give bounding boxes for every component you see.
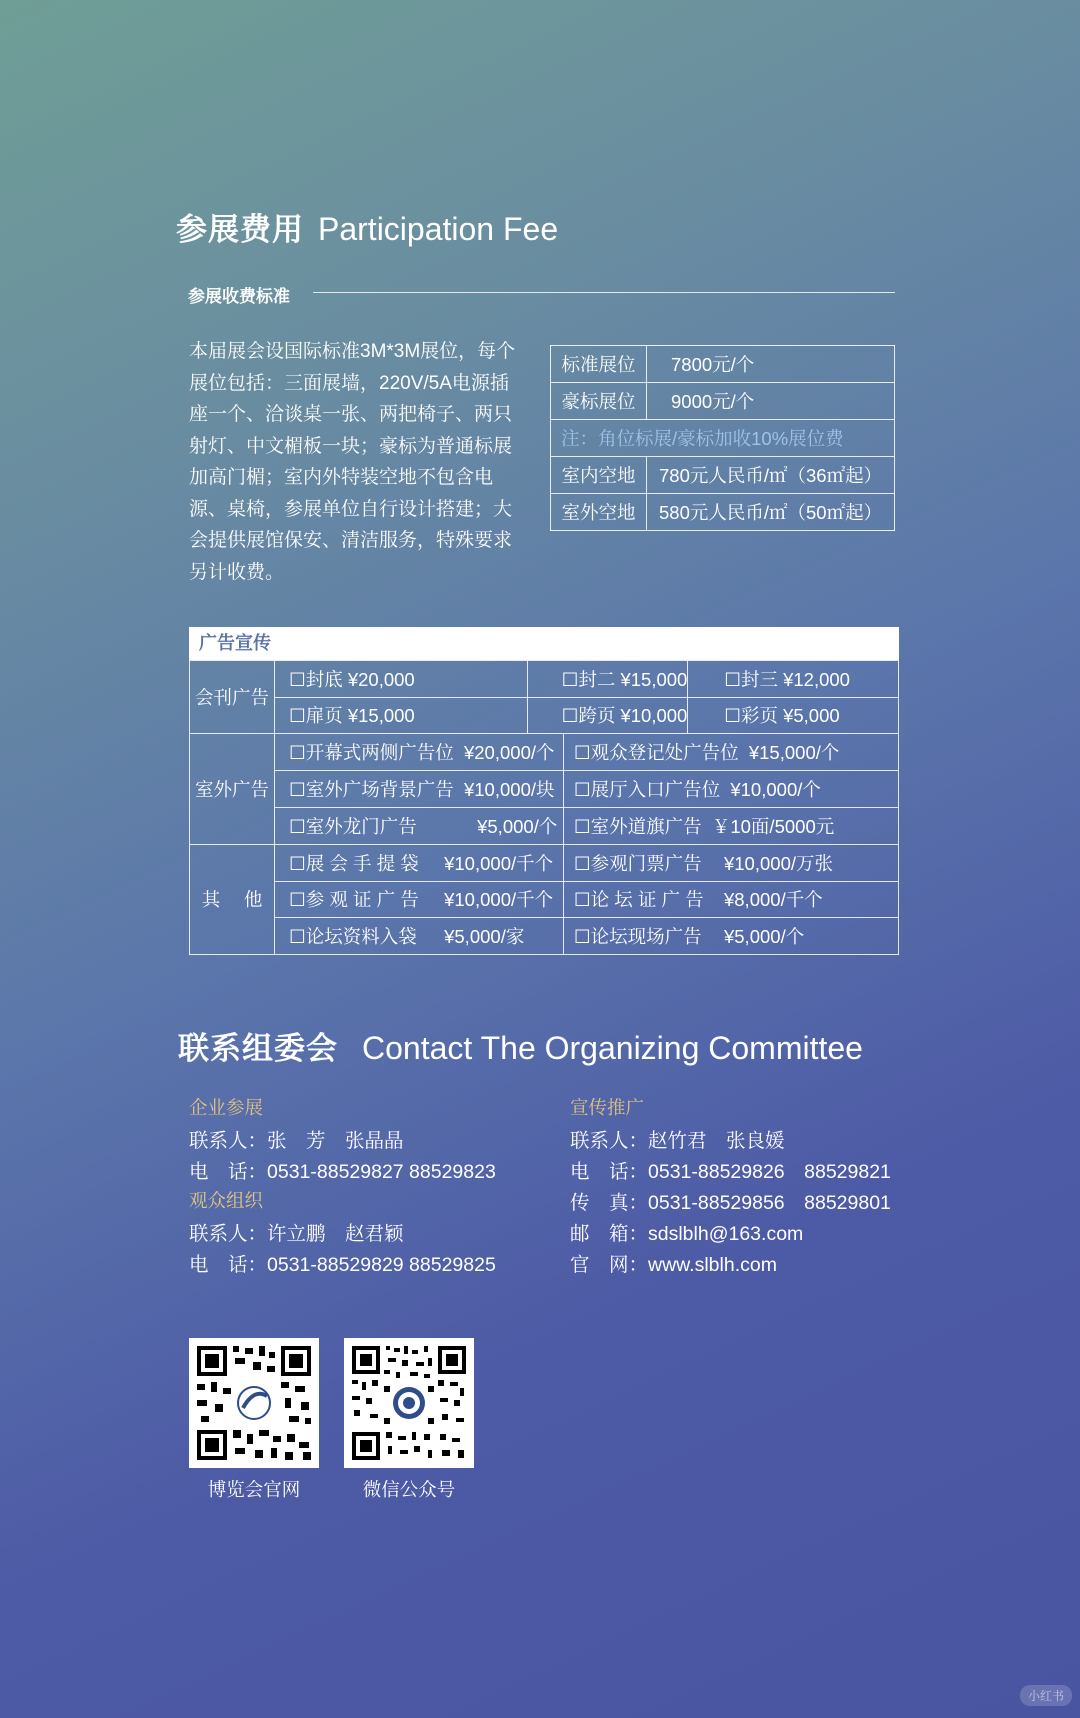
ads-option-price: ¥5,000/个 xyxy=(723,925,805,947)
fee-value: 580元人民币/㎡（50㎡起） xyxy=(647,494,895,531)
ads-option-price: ¥5,000/个 xyxy=(477,816,558,837)
fee-name: 标准展位 xyxy=(551,346,647,383)
ads-option-price: ¥10,000/个 xyxy=(730,779,821,800)
qr-wechat-caption: 微信公众号 xyxy=(362,1479,456,1500)
promotion-fax: 传 真：0531-88529856 88529801 xyxy=(570,1192,891,1214)
participation-title-en: Participation Fee xyxy=(318,211,559,247)
contact-title-en: Contact The Organizing Committee xyxy=(362,1030,863,1066)
ads-option-price: ¥20,000/个 xyxy=(463,742,555,763)
contact-right-column xyxy=(570,1094,891,1280)
ads-option-name: ☐论坛现场广告 xyxy=(573,925,702,947)
qr-wechat xyxy=(344,1338,474,1502)
qr-official-caption: 博览会官网 xyxy=(207,1479,301,1500)
ads-option[interactable]: ☐跨页 ¥10,000 xyxy=(527,697,688,734)
ads-option-name: ☐论 坛 证 广 告 xyxy=(573,889,704,911)
ads-row xyxy=(190,771,899,808)
ads-option-name: ☐论坛资料入袋 xyxy=(289,925,417,947)
ads-section xyxy=(189,627,899,955)
fee-note: 注：角位标展/豪标加收10%展位费 xyxy=(551,420,895,457)
ads-row xyxy=(190,845,899,882)
ads-option-name: ☐室外道旗广告 xyxy=(573,816,702,837)
ads-option[interactable] xyxy=(275,845,564,882)
ads-row xyxy=(190,697,899,734)
ads-option-name: ☐室外龙门广告 xyxy=(289,816,417,837)
fee-name: 豪标展位 xyxy=(551,383,647,420)
ads-table xyxy=(189,660,899,955)
ads-option-price: ¥5,000/家 xyxy=(444,925,525,947)
ads-option[interactable] xyxy=(275,918,564,955)
ads-option-name: ☐室外广场背景广告 xyxy=(289,779,454,800)
fee-standard-subtitle: 参展收费标准 xyxy=(188,287,290,306)
promotion-contact: 联系人：赵竹君 张良媛 xyxy=(570,1130,785,1152)
fee-row xyxy=(551,383,895,420)
watermark: 小红书 xyxy=(1020,1685,1072,1706)
fee-name: 室内空地 xyxy=(551,457,647,494)
ads-option-price: ¥8,000/千个 xyxy=(723,889,823,911)
fee-row xyxy=(551,494,895,531)
fee-value: 7800元/个 xyxy=(647,346,895,383)
fee-name: 室外空地 xyxy=(551,494,647,531)
ads-option[interactable] xyxy=(275,881,564,918)
ads-option[interactable] xyxy=(275,771,564,808)
promotion-label: 宣传推广 xyxy=(570,1097,645,1118)
promotion-website[interactable]: 官 网：www.slblh.com xyxy=(570,1254,777,1276)
fee-value: 780元人民币/㎡（36㎡起） xyxy=(647,457,895,494)
ads-option[interactable] xyxy=(563,845,898,882)
ads-category-outdoor: 室外广告 xyxy=(190,734,275,845)
ads-header: 广告宣传 xyxy=(189,627,899,660)
promotion-phone: 电 话：0531-88529826 88529821 xyxy=(570,1161,891,1183)
ads-option-price: ¥10,000/千个 xyxy=(444,852,554,874)
qr-official xyxy=(189,1338,319,1502)
ads-option-name: ☐展 会 手 提 袋 xyxy=(289,852,419,874)
ads-option[interactable] xyxy=(563,918,898,955)
exhibitors-phone: 电 话：0531-88529827 88529823 xyxy=(189,1161,496,1183)
ads-option[interactable]: ☐封三 ¥12,000 xyxy=(688,661,899,698)
ads-option-name: ☐参观门票广告 xyxy=(573,852,702,874)
visitors-contact: 联系人：许立鹏 赵君颖 xyxy=(189,1223,404,1245)
participation-title-cn: 参展费用 xyxy=(176,212,304,247)
fee-row xyxy=(551,346,895,383)
ads-option[interactable] xyxy=(275,734,564,771)
ads-option[interactable] xyxy=(275,808,564,845)
ads-option-price: ¥10,000/块 xyxy=(463,779,555,800)
contact-title-cn: 联系组委会 xyxy=(178,1031,338,1066)
exhibitors-label: 企业参展 xyxy=(189,1097,264,1118)
exhibitors-contact: 联系人：张 芳 张晶晶 xyxy=(189,1130,404,1152)
fee-row xyxy=(551,420,895,457)
fee-table xyxy=(550,345,895,531)
ads-option[interactable]: ☐彩页 ¥5,000 xyxy=(688,697,899,734)
ads-row xyxy=(190,808,899,845)
contact-left-column xyxy=(189,1094,496,1280)
fee-row xyxy=(551,457,895,494)
booth-description: 本届展会设国际标准3M*3M展位，每个展位包括：三面展墙，220V/5A电源插座一个、洽谈桌一张、两把椅子、两只射灯、中文楣板一块；豪标为普通标展加高门楣；室内外特装空地不包含电源、桌椅，参展单位自行设计搭建；大会提供展馆保安、清洁服务，特殊要求另计收费。 xyxy=(189,341,516,583)
ads-option[interactable]: ☐封底 ¥20,000 xyxy=(275,661,528,698)
subtitle-divider xyxy=(313,292,895,293)
ads-option[interactable] xyxy=(563,771,898,808)
ads-option[interactable] xyxy=(563,808,898,845)
ads-category-other: 其 他 xyxy=(190,845,275,955)
ads-option-name: ☐展厅入口广告位 xyxy=(573,779,721,800)
qr-code-wechat xyxy=(344,1338,474,1468)
ads-option-price: ¥10,000/万张 xyxy=(723,852,833,874)
ads-option-price: ¥10,000/千个 xyxy=(444,889,554,911)
ads-option[interactable]: ☐扉页 ¥15,000 xyxy=(275,697,528,734)
ads-option[interactable] xyxy=(563,881,898,918)
promotion-email[interactable]: 邮 箱：sdslblh@163.com xyxy=(570,1223,804,1245)
ads-option[interactable] xyxy=(563,734,898,771)
ads-option-price: ¥15,000/个 xyxy=(748,742,840,763)
ads-row xyxy=(190,918,899,955)
visitors-label: 观众组织 xyxy=(189,1190,264,1211)
qr-code-official xyxy=(189,1338,319,1468)
visitors-phone: 电 话：0531-88529829 88529825 xyxy=(189,1254,496,1276)
ads-option[interactable]: ☐封二 ¥15,000 xyxy=(527,661,688,698)
ads-row xyxy=(190,661,899,698)
ads-row xyxy=(190,734,899,771)
ads-category-magazine: 会刊广告 xyxy=(190,661,275,734)
participation-title xyxy=(176,204,558,249)
ads-row xyxy=(190,881,899,918)
contact-title xyxy=(178,1023,863,1068)
ads-option-name: ☐观众登记处广告位 xyxy=(573,742,739,763)
ads-option-price: ￥10面/5000元 xyxy=(711,816,835,837)
fee-value: 9000元/个 xyxy=(647,383,895,420)
ads-option-name: ☐开幕式两侧广告位 xyxy=(289,742,454,763)
ads-option-name: ☐参 观 证 广 告 xyxy=(289,889,419,911)
